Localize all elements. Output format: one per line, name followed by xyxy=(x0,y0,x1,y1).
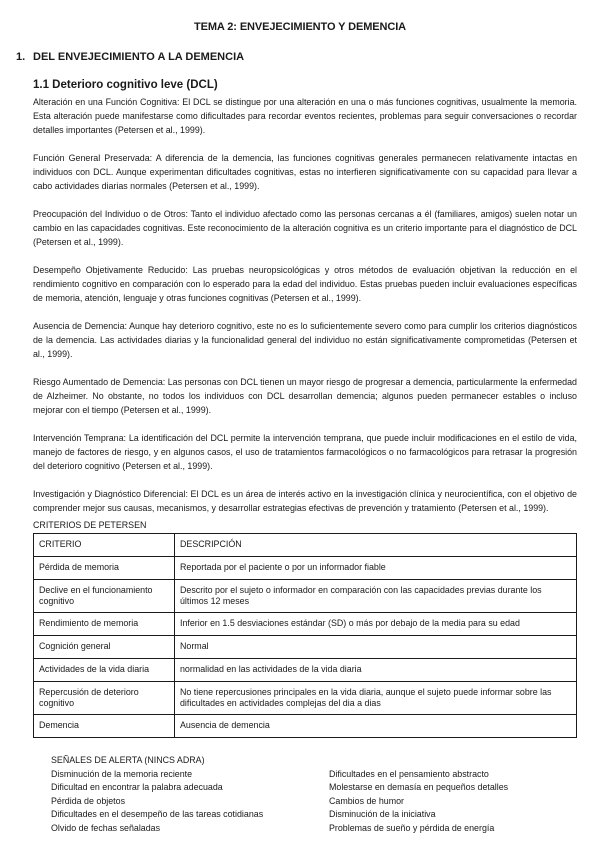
paragraph-alteracion: Alteración en una Función Cognitiva: El DCL se distingue por una alteración en una o más funciones cognitivas, usualmente la memoria. Esta alteración puede manifestarse como dificultades para recordar eventos recientes, problemas para seguir conversaciones o recordar detalles importantes (Petersen et al., 1999). xyxy=(33,97,577,135)
alert-signs-right-list xyxy=(329,768,591,836)
petersen-criteria-table xyxy=(33,533,577,738)
list-item: Disminución de la iniciativa xyxy=(329,809,436,819)
table-caption: CRITERIOS DE PETERSEN xyxy=(33,520,147,530)
section-heading xyxy=(16,51,244,63)
table-row xyxy=(34,715,577,738)
paragraph-riesgo: Riesgo Aumentado de Demencia: Las personas con DCL tienen un mayor riesgo de progresar a demencia, particularmente la enfermedad de Alzheimer. No obstante, no todos los individuos con DCL desarrollan demencia; algunos pueden permanecer estables o incluso mejorar con el tiempo (Petersen et al., 1999). xyxy=(33,377,577,415)
table-row xyxy=(34,636,577,659)
section-title: DEL ENVEJECIMIENTO A LA DEMENCIA xyxy=(33,51,245,63)
body-text xyxy=(33,95,577,529)
alert-signs-title: SEÑALES DE ALERTA (NINCS ADRA) xyxy=(51,755,205,765)
criterion-cell: Repercusión de deterioro cognitivo xyxy=(34,682,175,715)
list-item: Molestarse en demasía en pequeños detalles xyxy=(329,782,509,792)
paragraph-investigacion: Investigación y Diagnóstico Diferencial: El DCL es un área de interés activo en la investigación clínica y neurocientífica, con el objetivo de comprender mejor sus causas, mecanismos, y desarrollar estrategias efectivas de prevención y tratamiento (Petersen et al., 1999). xyxy=(33,489,577,513)
description-cell: No tiene repercusiones principales en la vida diaria, aunque el sujeto puede informar sobre las dificultades en actividades complejas del dia a dias xyxy=(175,682,577,715)
table-row xyxy=(34,557,577,580)
alert-signs-columns xyxy=(51,768,591,836)
table-row xyxy=(34,613,577,636)
paragraph-funcion-general: Función General Preservada: A diferencia de la demencia, las funciones cognitivas generales permanecen relativamente intactas en individuos con DCL. Aunque experimentan dificultades cognitivas, estas no interfieren significativamente con su capacidad para llevar a cabo actividades diarias normales (Petersen et al., 1999). xyxy=(33,153,577,191)
section-number: 1. xyxy=(16,51,26,63)
list-item: Dificultades en el pensamiento abstracto xyxy=(329,768,489,779)
description-cell: Normal xyxy=(175,636,577,659)
paragraph-intervencion: Intervención Temprana: La identificación del DCL permite la intervención temprana, que puede incluir modificaciones en el estilo de vida, manejo de factores de riesgo, y en algunos casos, el uso de tratamientos farmacológicos o no farmacológicos para retrasar la progresión del deterioro cognitivo (Petersen et al., 1999). xyxy=(33,433,577,471)
list-item: Dificultad en encontrar la palabra adecuada xyxy=(51,782,223,792)
table-row xyxy=(34,682,577,715)
list-item: Olvido de fechas señaladas xyxy=(51,822,161,833)
paragraph-desempeno: Desempeño Objetivamente Reducido: Las pruebas neuropsicológicas y otros métodos de evaluación objetivan la reducción en el rendimiento cognitivo en comparación con lo esperado para la edad del individuo. Estas pruebas pueden incluir evaluaciones específicas de memoria, atención, lenguaje y otras funciones cognitivas (Petersen et al., 1999). xyxy=(33,265,577,303)
alert-signs-section xyxy=(51,754,591,835)
description-cell: Reportada por el paciente o por un informador fiable xyxy=(175,557,577,580)
table-header-row xyxy=(34,534,577,557)
alert-signs-left-list xyxy=(51,768,277,836)
criterion-cell: Declive en el funcionamiento cognitivo xyxy=(34,580,175,613)
subsection-heading: 1.1 Deterioro cognitivo leve (DCL) xyxy=(33,79,218,91)
list-item: Disminución de la memoria reciente xyxy=(51,768,193,779)
table-row xyxy=(34,580,577,613)
description-cell: Ausencia de demencia xyxy=(175,715,577,738)
header-criterio: CRITERIO xyxy=(34,534,175,557)
criterion-cell: Rendimiento de memoria xyxy=(34,613,175,636)
document-title: TEMA 2: ENVEJECIMIENTO Y DEMENCIA xyxy=(193,21,407,33)
list-item: Dificultades en el desempeño de las tareas cotidianas xyxy=(51,809,264,819)
criterion-cell: Demencia xyxy=(34,715,175,738)
criterion-cell: Pérdida de memoria xyxy=(34,557,175,580)
paragraph-preocupacion: Preocupación del Individuo o de Otros: Tanto el individuo afectado como las personas cercanas a él (familiares, amigos) suelen notar un cambio en las capacidades cognitivas. Este reconocimiento de la alteración cognitiva es un criterio importante para el diagnóstico de DCL (Petersen et al., 1999). xyxy=(33,209,577,247)
description-cell: Descrito por el sujeto o informador en comparación con las capacidades previas durante los últimos 12 meses xyxy=(175,580,577,613)
list-item: Pérdida de objetos xyxy=(51,795,126,806)
header-descripcion: DESCRIPCIÓN xyxy=(175,534,577,557)
description-cell: normalidad en las actividades de la vida diaria xyxy=(175,659,577,682)
criterion-cell: Actividades de la vida diaria xyxy=(34,659,175,682)
list-item: Cambios de humor xyxy=(329,795,404,806)
description-cell: Inferior en 1.5 desviaciones estándar (SD) o más por debajo de la media para su edad xyxy=(175,613,577,636)
paragraph-ausencia: Ausencia de Demencia: Aunque hay deterioro cognitivo, este no es lo suficientemente severo como para cumplir los criterios diagnósticos de la demencia. Las actividades diarias y la funcionalidad general del individuo no están significativamente comprometidas (Petersen et al., 1999). xyxy=(33,321,577,359)
criterion-cell: Cognición general xyxy=(34,636,175,659)
list-item: Problemas de sueño y pérdida de energía xyxy=(329,822,495,833)
table-row xyxy=(34,659,577,682)
